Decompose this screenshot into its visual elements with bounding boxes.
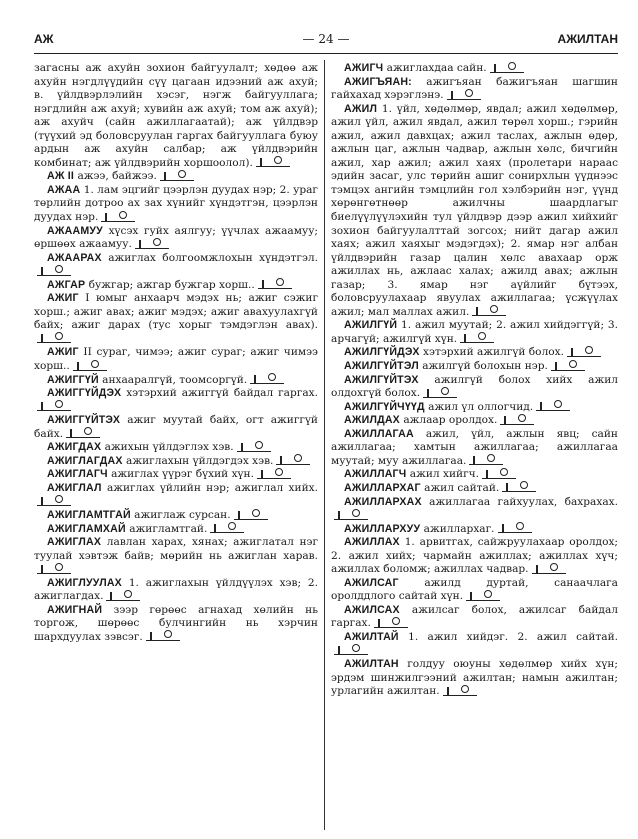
- entry-definition: хүсэх гуйх аялгуу; үүчлах ажаамуу; өршөөх ажаамуу.: [34, 224, 318, 251]
- dictionary-entry: [34, 225, 318, 252]
- entry-definition: 1. ажиглахын үйлдүүлэх хэв; 2. ажиглагдах.: [34, 576, 318, 603]
- entry-headword: АЖИЛСАГ: [344, 576, 399, 589]
- dictionary-entry: [34, 604, 318, 645]
- dictionary-entry: [331, 604, 618, 631]
- dictionary-entry: [331, 346, 618, 360]
- mongolian-script-icon: [160, 172, 194, 181]
- entry-headword: АЖИЛГҮЙ: [344, 319, 398, 332]
- dictionary-entry: [331, 401, 618, 415]
- entry-headword: АЖИГЛАГДАХ: [47, 454, 123, 467]
- entry-definition: лавлан харах, хянах; ажиглатал нэг туулай хэвтэж байв; мөрийн нь ажиглан харав.: [34, 536, 318, 562]
- entry-headword: АЖИГГҮЙТЭХ: [47, 414, 121, 427]
- entry-headword: АЖ II: [47, 170, 75, 183]
- mongolian-script-icon: [106, 592, 140, 601]
- entry-headword: АЖГАР: [47, 278, 86, 291]
- dictionary-entry: [331, 414, 618, 428]
- entry-definition: ажилд дуртай, санаачлага оролддлого сайтай хүн.: [331, 576, 618, 603]
- dictionary-entry: [34, 577, 318, 604]
- dictionary-entry: [34, 374, 318, 388]
- entry-headword: АЖИЛЛАХ: [344, 536, 400, 549]
- dictionary-entry: [331, 577, 618, 604]
- mongolian-script-icon: [101, 213, 135, 222]
- entry-definition: хэтэрхий ажиггүй байдал гаргах.: [126, 387, 318, 400]
- mongolian-script-icon: [250, 375, 284, 384]
- entry-definition: зээр гөрөөс агнахад хөлийн нь торгож, шөрөөс булчингийн нь хэрчин шархдуулах зэвсэг.: [34, 603, 318, 643]
- dictionary-entry: [331, 360, 618, 374]
- right-column: [331, 62, 618, 832]
- entry-definition: ажилгүй болох хийх ажил олдохгүй болох.: [331, 373, 618, 400]
- page-header: [34, 32, 618, 50]
- entry-definition: I юмыг анхаарч мэдэх нь; ажиг сэжиг хорш.; ажиг авах; ажиг мэдэх; ажиг авахуулахгүй байх; ажиг дарах (тус хорыг тэмдэглэн авах).: [34, 292, 318, 332]
- mongolian-script-icon: [466, 592, 500, 601]
- entry-headword: АЖИЛТАЙ: [344, 630, 399, 643]
- entry-definition: голдуу оюуны хөдөлмөр хийх хүн; эрдэм шинжилгээний ажилтан; намын ажилтан; урлагийн ажилтан.: [331, 658, 618, 698]
- entry-definition: ажиллагаа гайхуулах, бахрахах.: [429, 495, 618, 508]
- mongolian-script-icon: [472, 307, 506, 316]
- mongolian-script-icon: [234, 511, 268, 520]
- mongolian-script-icon: [37, 497, 71, 506]
- dictionary-entry: [331, 468, 618, 482]
- entry-definition: ажигъяан бажигъяан шагшин гайхахад хэрэглэнэ.: [331, 75, 618, 102]
- entry-definition: ажиглахдаа сайн.: [386, 62, 487, 74]
- entry-definition: ажил сайтай.: [424, 481, 500, 494]
- dictionary-entry: [331, 482, 618, 496]
- entry-definition: ажиглах үүрэг бүхий хүн.: [111, 468, 254, 481]
- mongolian-script-icon: [258, 280, 292, 289]
- mongolian-script-icon: [498, 524, 532, 533]
- dictionary-entry: [34, 170, 318, 184]
- entry-definition: ажил үл оллогчид.: [428, 400, 534, 413]
- mongolian-script-icon: [567, 348, 601, 357]
- entry-headword: АЖИЛГҮЙТЭХ: [344, 373, 419, 386]
- entry-headword: АЖИГ: [47, 292, 79, 305]
- entry-definition: II сураг, чимээ; ажиг сураг; ажиг чимээ хорш..: [34, 346, 318, 373]
- entry-headword: АЖИЛЛАРХУУ: [344, 522, 421, 535]
- mongolian-script-icon: [460, 334, 494, 343]
- entry-definition: ажиглаж сурсан.: [134, 509, 231, 522]
- entry-definition: ажил хийгч.: [409, 468, 480, 481]
- entry-definition: ажиглах болгоомжлохын хүндэтгэл.: [108, 251, 318, 264]
- mongolian-script-icon: [146, 632, 180, 641]
- entry-headword: АЖИГДАХ: [47, 441, 102, 454]
- mongolian-script-icon: [500, 416, 534, 425]
- entry-headword: АЖАА: [47, 183, 81, 196]
- entry-headword: АЖИЛГҮЙДЭХ: [344, 346, 420, 359]
- entry-headword: АЖИЛДАХ: [344, 414, 400, 427]
- entry-headword: АЖИГГҮЙДЭХ: [47, 387, 122, 400]
- dictionary-entry: [34, 414, 318, 441]
- mongolian-script-icon: [334, 646, 368, 655]
- entry-definition: 1. ажил хийдэг. 2. ажил сайтай.: [408, 630, 618, 643]
- header-right-guideword: АЖИЛТАН: [557, 32, 618, 46]
- entry-headword: АЖИГЧ: [344, 62, 384, 74]
- header-rule: [34, 53, 618, 54]
- page-number: — 24 —: [302, 32, 350, 46]
- entry-definition: 1. лам эцгийг цээрлэн дуудах нэр; 2. ураг төрлийн дотроо ах зах хүнийг хүндэтгэн, цээрлэн дуудах нэр.: [34, 183, 318, 224]
- dictionary-entry: [34, 346, 318, 373]
- entry-headword: АЖИЛЛАГАА: [344, 427, 414, 440]
- dictionary-entry: [331, 523, 618, 537]
- entry-definition: ажиг муутай байх, огт ажиггүй байх.: [34, 414, 318, 440]
- entry-headword: АЖИГ: [47, 346, 79, 359]
- entry-definition: ажилсаг болох, ажилсаг байдал гаргах.: [331, 603, 618, 630]
- dictionary-entry: [34, 387, 318, 414]
- mongolian-script-icon: [237, 443, 271, 452]
- mongolian-script-icon: [37, 402, 71, 411]
- mongolian-script-icon: [276, 456, 310, 465]
- entry-headword: АЖИГЛАЛ: [47, 481, 102, 494]
- mongolian-script-icon: [135, 240, 169, 249]
- entry-headword: АЖИЛСАХ: [344, 603, 400, 616]
- entry-definition: ажиллархаг.: [423, 522, 495, 535]
- dictionary-entry: [331, 103, 618, 320]
- mongolian-script-icon: [334, 511, 368, 520]
- entry-definition: ажлаар оролдох.: [403, 414, 498, 427]
- dictionary-entry: [331, 428, 618, 469]
- dictionary-entry: [34, 455, 318, 469]
- entry-headword: АЖИГГҮЙ: [47, 373, 99, 386]
- entry-headword: АЖИЛЛАРХАХ: [344, 495, 422, 508]
- entry-headword: АЖИЛГҮЙЧҮҮД: [344, 400, 425, 413]
- dictionary-entry: [34, 292, 318, 346]
- dictionary-entry: [34, 536, 318, 577]
- entry-headword: АЖИЛЛАРХАГ: [344, 481, 421, 494]
- entry-definition: хэтэрхий ажилгүй болох.: [423, 346, 565, 359]
- entry-definition: 1. арвитгах, сайжруулахаар оролдох; 2. ажил хийх; чармайн ажиллах; ажиллах хүч; ажиллах боломж; ажиллах чадвар.: [331, 536, 618, 576]
- mongolian-script-icon: [536, 402, 570, 411]
- column-divider: [324, 60, 325, 830]
- entry-definition: ажээ, байжээ.: [77, 170, 157, 183]
- mongolian-script-icon: [423, 389, 457, 398]
- dictionary-entry: [34, 252, 318, 279]
- entry-definition: бужгар; ажгар бужгар хорш..: [88, 278, 255, 291]
- entry-headword: АЖИГЛАХ: [47, 536, 102, 549]
- entry-definition: 1. ажил муутай; 2. ажил хийдэггүй; 3. арчагүй; ажилгүй хүн.: [331, 319, 618, 345]
- mongolian-script-icon: [469, 456, 503, 465]
- mongolian-script-icon: [490, 64, 524, 73]
- mongolian-script-icon: [502, 483, 536, 492]
- mongolian-script-icon: [551, 362, 585, 371]
- dictionary-entry: [34, 441, 318, 455]
- dictionary-entry: [331, 536, 618, 577]
- entry-definition: ажихын үйлдэглэх хэв.: [104, 441, 234, 454]
- entry-definition: ажил, үйл, ажлын явц; сайн ажиллагаа; хамтын ажиллагаа; ажиллагаа муутай; муу ажиллагаа.: [331, 427, 618, 467]
- dictionary-entry: [331, 319, 618, 346]
- entry-headword: АЖИЛ: [344, 102, 378, 115]
- entry-headword: АЖИГЛАГЧ: [47, 468, 108, 481]
- mongolian-script-icon: [37, 334, 71, 343]
- dictionary-entry: [34, 279, 318, 293]
- dictionary-entry: [34, 184, 318, 225]
- mongolian-script-icon: [447, 91, 481, 100]
- entry-headword: АЖИГЛУУЛАХ: [47, 576, 122, 589]
- mongolian-script-icon: [37, 565, 71, 574]
- entry-definition: загасны аж ахуйн зохион байгуулалт; хөдөө аж ахуйн нэгдлүүдийн сүү цагаан идээний аж ахуй; в. үйлдвэрлэлийн хэсэг, нэгж байгууллага; нэгдлийн аж ахуй; хувийн аж ахуй; том аж ахуй); аж ахуйч (сайн ажиллагаатай); аж үйлдвэр (түүхий эд боловсруулан гаргах байгууллага буюу ардын аж ахуйн салбар; аж үйлдвэрийн комбинат; аж үйлдвэрийн хоршоолол).: [34, 62, 318, 169]
- entry-headword: АЖИЛГҮЙТЭЛ: [344, 360, 419, 373]
- mongolian-script-icon: [532, 565, 566, 574]
- dictionary-entry: [331, 76, 618, 103]
- entry-definition: ажиглах үйлийн нэр; ажиглал хийх.: [106, 481, 318, 494]
- entry-headword: АЖИГЛАМТГАЙ: [47, 509, 131, 522]
- mongolian-script-icon: [374, 619, 408, 628]
- dictionary-entry: [34, 509, 318, 523]
- mongolian-script-icon: [443, 687, 477, 696]
- mongolian-script-icon: [37, 267, 71, 276]
- entry-headword: АЖИЛТАН: [344, 658, 399, 671]
- entry-definition: ажигламтгай.: [129, 522, 208, 535]
- mongolian-script-icon: [73, 362, 107, 371]
- dictionary-entry: [34, 523, 318, 537]
- dictionary-entry: [34, 468, 318, 482]
- mongolian-script-icon: [256, 158, 290, 167]
- entry-definition: ажиглахын үйлдэгдэх хэв.: [126, 454, 274, 467]
- entry-definition: 1. үйл, хөдөлмөр, явдал; ажил хөдөлмөр, ажил үйл, ажил явдал, ажил төрөл хорш.; гэрийн ажил, ажил давхцах; ажил таслах, ажлын өдөр, ажлын цаг, ажлын чадвар, ажлын хөлс, бичгийн ажил, хар ажил; ажил хаях (пролетари нараас эдийн засаг, улс төрийн ашиг сонирхлын үүднээс тэмцэх ангийн тэмцлийн гол хэлбэрийн нэг, үүнд хөрөнгөтнөөр ажилчны шаардлагыг биелүүлүүлэхийн тул үйлдвэр дээр ажил хийхийг зохион байгуулалттай зогсох; нийт дагар ажил хаях; ажил хаяхыг мэдэгдэх); 2. ямар нэг албан үйлдвэрийн газар цалин хөлс авахаар орж ажиллах нь, ажлаас халах; ажилд авах; ажлын газар; 3. ямар нэг аүйлийг бүтээх, боловсруулахаар явуулах ажиллагаа; үсжүүлах ажил; мал маллах ажил.: [331, 102, 618, 318]
- dictionary-entry: [331, 496, 618, 523]
- left-column: [34, 62, 318, 832]
- dictionary-entry: [34, 62, 318, 170]
- entry-headword: АЖИГЛАМХАЙ: [47, 522, 126, 535]
- dictionary-entry: [34, 482, 318, 509]
- dictionary-entry: [331, 374, 618, 401]
- entry-headword: АЖИГНАЙ: [47, 603, 103, 616]
- entry-headword: АЖИЛЛАГЧ: [344, 468, 407, 481]
- mongolian-script-icon: [210, 524, 244, 533]
- entry-headword: АЖААМУУ: [47, 224, 103, 237]
- dictionary-entry: [331, 658, 618, 699]
- dictionary-entry: [331, 62, 618, 76]
- mongolian-script-icon: [482, 470, 516, 479]
- mongolian-script-icon: [66, 429, 100, 438]
- header-left-guideword: АЖ: [34, 32, 54, 46]
- dictionary-entry: [331, 631, 618, 658]
- entry-definition: ажилгүй болохын нэр.: [422, 360, 548, 373]
- entry-headword: АЖИГЪЯАН:: [344, 75, 412, 88]
- entry-definition: анхааралгүй, тоомсоргүй.: [102, 373, 248, 386]
- mongolian-script-icon: [257, 470, 291, 479]
- entry-headword: АЖААРАХ: [47, 251, 102, 264]
